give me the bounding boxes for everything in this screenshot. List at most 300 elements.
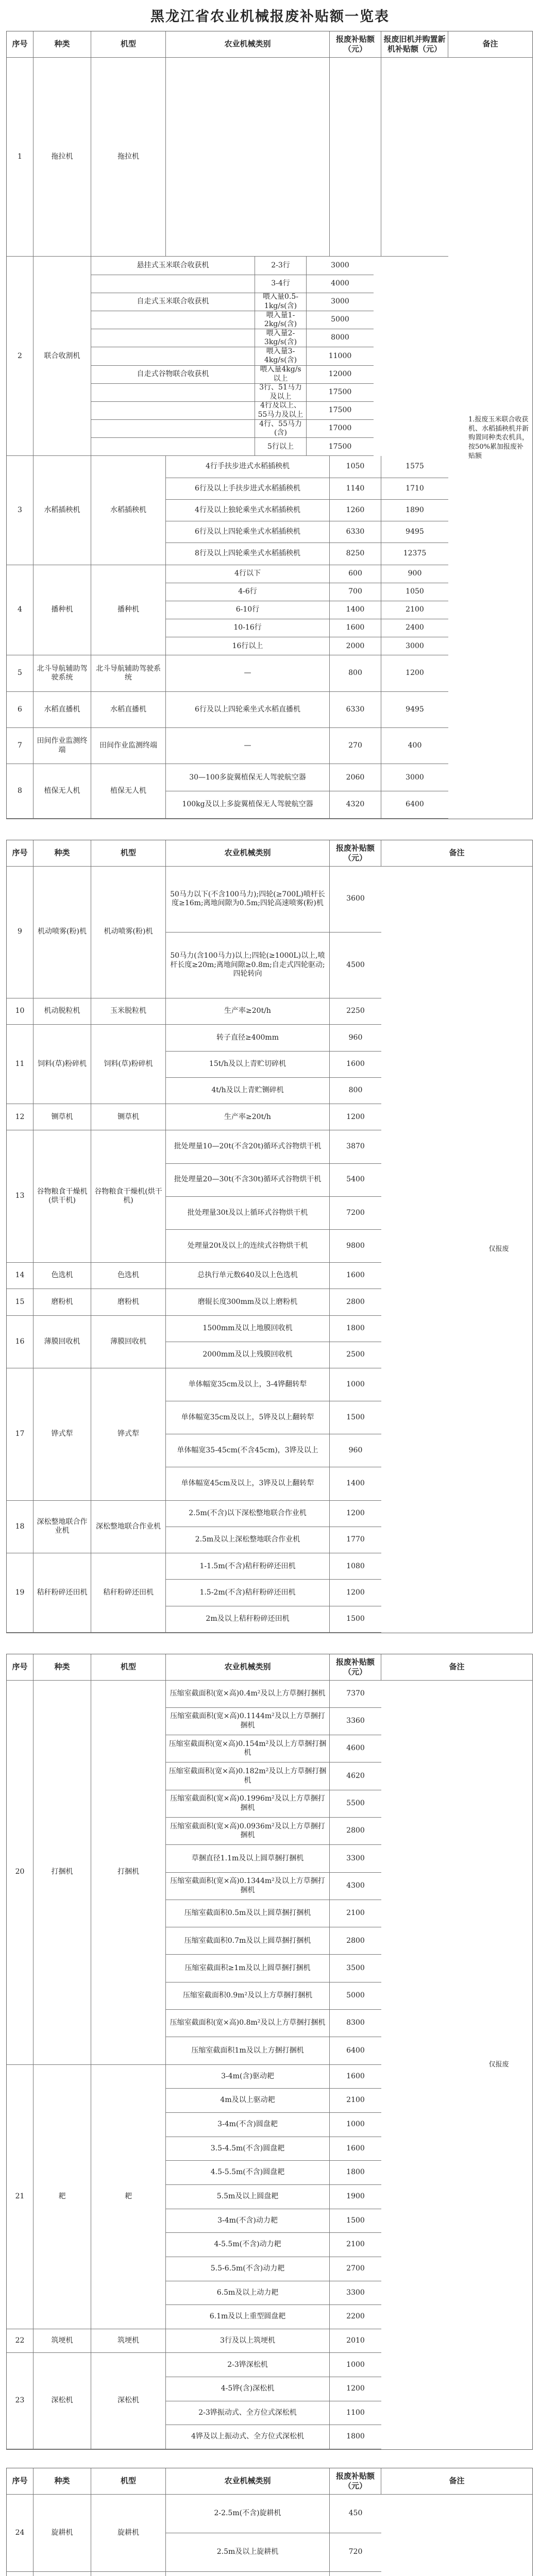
header-class: 农业机械类别: [166, 2468, 330, 2495]
sub-row: [166, 1368, 465, 1401]
row-detail: [91, 998, 465, 1025]
amount-cell: 960: [330, 1025, 381, 1051]
table-row: [7, 1104, 465, 1130]
amount-cell: 3870: [330, 1130, 381, 1163]
row-no: 13: [7, 1130, 33, 1262]
accum-cell: 17500: [307, 384, 374, 402]
class-cell: [91, 420, 255, 438]
class-cell: 草捆直径1.1m及以上圆草捆打捆机: [166, 1845, 330, 1872]
table-rows: [7, 867, 465, 1633]
row-detail: [91, 257, 465, 456]
header-no: 序号: [7, 31, 33, 58]
sub-row: [166, 637, 465, 655]
sub-row: [166, 1818, 465, 1845]
class-cell: [91, 384, 255, 402]
note-cell: 仅报废: [488, 2060, 509, 2069]
row-items: [166, 1316, 465, 1369]
amount-cell: 2500: [330, 1342, 381, 1368]
class-cell: 压缩室截面积0.9m²及以上方草捆打捆机: [166, 1982, 330, 2010]
table-rows: [7, 2495, 465, 2576]
row-no: 21: [7, 2065, 33, 2329]
sub-row: [91, 58, 465, 257]
table-body: [7, 58, 532, 819]
class-cell: 100kg及以上多旋翼植保无人驾驶航空器: [166, 791, 330, 819]
class-cell: 压缩室截面积(宽×高)0.1344m²及以上方草捆打捆机: [166, 1873, 330, 1900]
table-row: [7, 1130, 465, 1262]
row-model: 北斗导航辅助驾驶系统: [91, 655, 166, 691]
row-detail: [91, 867, 465, 998]
row-model: 耙: [91, 2065, 166, 2329]
table-row: [7, 2065, 465, 2329]
row-kind: 植保无人机: [33, 764, 91, 819]
header-amount: 报废补贴额（元）: [330, 2468, 381, 2495]
amount-cell: 1200: [330, 1501, 381, 1527]
sub-row: [166, 1527, 465, 1553]
row-kind: 秸秆粉碎还田机: [33, 1553, 91, 1633]
table-row: [7, 2353, 465, 2449]
row-kind: 铧式犁: [33, 1368, 91, 1500]
amount-cell: 8250: [330, 543, 381, 565]
accum-cell: 5000: [307, 311, 374, 329]
sub-row: [166, 1316, 465, 1342]
header-model: 机型: [91, 840, 166, 867]
sub-row: [91, 293, 465, 311]
sub-row: [166, 1434, 465, 1467]
row-kind: 色选机: [33, 1263, 91, 1289]
row-detail: [91, 1025, 465, 1104]
class-cell: 4.5-5.5m(不含)圆盘耙: [166, 2161, 330, 2185]
amount-cell: 6330: [330, 692, 381, 728]
amount-cell: 3300: [330, 2281, 381, 2306]
header-no: 序号: [7, 1654, 33, 1681]
row-kind: 深松整地联合作业机: [33, 1501, 91, 1554]
header-kind: 种类: [33, 31, 91, 58]
sub-row: [166, 1708, 465, 1735]
class-cell: 2-3铧深松机: [166, 2353, 330, 2377]
table-row: [7, 565, 465, 656]
row-detail: [91, 764, 465, 819]
amount-cell: 700: [330, 583, 381, 601]
sub-row: [91, 420, 465, 438]
amount-cell: 2100: [330, 2089, 381, 2113]
accum-cell: 6400: [381, 791, 448, 819]
sub-row: [91, 2329, 465, 2353]
class-cell: 2.5m(不含)以下深松整地联合作业机: [166, 1501, 330, 1527]
amount-cell: 1600: [330, 2065, 381, 2089]
class-cell: —: [166, 655, 330, 691]
row-detail: [91, 2329, 465, 2353]
sub-row: [166, 543, 465, 565]
amount-cell: 3行、51马力及以上: [255, 384, 307, 402]
sub-row: [91, 329, 465, 347]
row-detail: [91, 456, 465, 565]
header-amount: 报废补贴额（元）: [330, 840, 381, 867]
row-kind: 薄膜回收机: [33, 1316, 91, 1369]
row-detail: [91, 1130, 465, 1262]
row-detail: [91, 2353, 465, 2449]
amount-cell: 4320: [330, 791, 381, 819]
amount-cell: 喂入量1-2kg/s(含): [255, 311, 307, 329]
class-cell: [91, 438, 255, 456]
amount-cell: 1500: [330, 1606, 381, 1633]
class-cell: 4行及以上独轮乘坐式水稻插秧机: [166, 500, 330, 521]
sub-row: [166, 2113, 465, 2137]
header-kind: 种类: [33, 1654, 91, 1681]
row-items: [166, 1553, 465, 1633]
sub-row: [91, 347, 465, 365]
class-cell: 3-4m(含)驱动耙: [166, 2065, 330, 2089]
row-no: 4: [7, 565, 33, 656]
header-class: 农业机械类别: [166, 1654, 330, 1681]
sub-row: [166, 764, 465, 791]
class-cell: 16行以上: [166, 637, 330, 655]
row-kind: [33, 2572, 91, 2576]
row-no: 8: [7, 764, 33, 819]
amount-cell: 4620: [330, 1762, 381, 1790]
amount-cell: 1500: [330, 2209, 381, 2233]
header-note: 备注: [448, 31, 532, 58]
row-no: 20: [7, 1681, 33, 2065]
class-cell: 4行以下: [166, 565, 330, 583]
sub-row: [166, 1927, 465, 1955]
row-kind: 田间作业监测终端: [33, 728, 91, 764]
table-rows: [7, 58, 465, 819]
row-items: [166, 867, 465, 998]
header-amount: 报废补贴额（元）: [330, 31, 381, 58]
row-kind: 磨粉机: [33, 1289, 91, 1315]
header-amount: 报废补贴额（元）: [330, 1654, 381, 1681]
row-body: [91, 1681, 465, 2065]
class-cell: 批处理量20—30t(不含30t)循环式谷物烘干机: [166, 1164, 330, 1197]
table-section: [6, 840, 533, 1633]
amount-cell: 2000: [330, 637, 381, 655]
sub-row: [166, 1762, 465, 1790]
row-model: 植保无人机: [91, 764, 166, 819]
class-cell: 悬挂式玉米联合收获机: [91, 257, 255, 275]
row-body: [91, 867, 465, 998]
row-detail: [91, 58, 465, 257]
header-accum: 报废旧机并购置新机补贴额（元）: [381, 31, 448, 58]
row-model: 拖拉机: [91, 58, 166, 257]
amount-cell: 喂入量3-4kg/s(含): [255, 347, 307, 365]
table-row: [7, 728, 465, 764]
class-cell: 30—100多旋翼植保无人驾驶航空器: [166, 764, 330, 791]
class-cell: 压缩室截面积(宽×高)0.154m²及以上方草捆打捆机: [166, 1735, 330, 1762]
class-cell: 15t/h及以上青贮切碎机: [166, 1052, 330, 1078]
amount-cell: 喂入量4kg/s以上: [255, 366, 307, 384]
row-no: 15: [7, 1289, 33, 1315]
table-header: [7, 2468, 532, 2495]
amount-cell: 1900: [330, 2185, 381, 2209]
table-row: [7, 456, 465, 565]
row-detail: [91, 2572, 465, 2576]
row-model: 秸秆粉碎还田机: [91, 1553, 166, 1633]
amount-cell: 8300: [330, 2010, 381, 2037]
row-kind: 水稻插秧机: [33, 456, 91, 565]
amount-cell: 1050: [330, 456, 381, 478]
sub-row: [91, 1104, 465, 1130]
header-no: 序号: [7, 2468, 33, 2495]
accum-cell: 17500: [307, 438, 374, 456]
sub-row: [166, 791, 465, 819]
row-no: 23: [7, 2353, 33, 2449]
amount-cell: 1600: [330, 619, 381, 637]
amount-cell: [330, 2572, 381, 2576]
class-cell: 批处理量30t及以上循环式谷物烘干机: [166, 1197, 330, 1230]
row-detail: [91, 1368, 465, 1500]
row-items: [166, 1501, 465, 1554]
row-detail: [91, 1501, 465, 1554]
row-body: [91, 1501, 465, 1554]
row-items: [91, 257, 465, 456]
sub-row: [91, 384, 465, 402]
class-cell: 4行手扶步进式水稻插秧机: [166, 456, 330, 478]
class-cell: 2-3铧振动式、全方位式深松机: [166, 2401, 330, 2426]
accum-cell: 3000: [381, 637, 448, 655]
sub-row: [166, 2305, 465, 2329]
amount-cell: 1000: [330, 1368, 381, 1401]
row-kind: 机动脱粒机: [33, 998, 91, 1025]
row-model: 筑埂机: [91, 2329, 166, 2353]
row-body: [91, 2353, 465, 2449]
sub-row: [166, 1580, 465, 1606]
row-body: [91, 1553, 465, 1633]
sub-row: [166, 2425, 465, 2449]
row-no: [7, 2572, 33, 2576]
sub-row: [166, 933, 465, 998]
accum-cell: 400: [381, 728, 448, 764]
row-no: 12: [7, 1104, 33, 1130]
amount-cell: 1800: [330, 2425, 381, 2449]
sub-row: [166, 1342, 465, 1368]
sub-row: [91, 692, 465, 728]
table-section: [6, 31, 533, 819]
sub-row: [166, 2281, 465, 2306]
row-detail: [91, 1289, 465, 1315]
class-cell: 4铧及以上振动式、全方位式深松机: [166, 2425, 330, 2449]
row-no: 19: [7, 1553, 33, 1633]
table-row: [7, 1553, 465, 1633]
accum-cell: 1050: [381, 583, 448, 601]
amount-cell: 1800: [330, 1316, 381, 1342]
table-header: [7, 840, 532, 867]
amount-cell: 3600: [330, 867, 381, 933]
class-cell: 50马力(含100马力)以上;四轮(≥1000L)以上,喷杆长度≥20m;离地间隙≥0.8m;自走式四轮驱动;四轮转向: [166, 933, 330, 998]
amount-cell: 5400: [330, 1164, 381, 1197]
sub-row: [166, 1873, 465, 1900]
class-cell: 2.5m及以上旋耕机: [166, 2533, 330, 2572]
sub-row: [166, 1401, 465, 1434]
sub-row: [166, 1164, 465, 1197]
table-row: [7, 1025, 465, 1104]
sub-row: [166, 1790, 465, 1818]
class-cell: 3-4m(不含)圆盘耙: [166, 2113, 330, 2137]
row-model: 水稻直播机: [91, 692, 166, 728]
header-note: 备注: [381, 2468, 532, 2495]
class-cell: 压缩室截面积≥1m及以上圆草捆打捆机: [166, 1955, 330, 1982]
amount-cell: 1260: [330, 500, 381, 521]
amount-cell: 1000: [330, 2113, 381, 2137]
accum-cell: 1575: [381, 456, 448, 478]
sub-row: [91, 728, 465, 764]
class-cell: 2m及以上秸秆粉碎还田机: [166, 1606, 330, 1633]
amount-cell: 2800: [330, 1927, 381, 1955]
class-cell: 单体幅宽35cm及以上，5铧及以上翻转犁: [166, 1401, 330, 1434]
row-items: [166, 1368, 465, 1500]
row-no: 24: [7, 2495, 33, 2572]
sub-row: [166, 456, 465, 478]
row-model: 薄膜回收机: [91, 1316, 166, 1369]
class-cell: 6.1m及以上重型圆盘耙: [166, 2305, 330, 2329]
class-cell: 4-5铧(含)深松机: [166, 2377, 330, 2401]
sub-row: [166, 1606, 465, 1633]
class-cell: 10-16行: [166, 619, 330, 637]
row-model: 深松整地联合作业机: [91, 1501, 166, 1554]
table-row: [7, 655, 465, 691]
table-row: [7, 867, 465, 998]
row-kind: 深松机: [33, 2353, 91, 2449]
sub-row: [166, 1025, 465, 1051]
row-detail: [91, 565, 465, 656]
row-model: 深松机: [91, 2353, 166, 2449]
amount-cell: 1500: [330, 1401, 381, 1434]
sub-row: [166, 2572, 465, 2576]
accum-cell: 12375: [381, 543, 448, 565]
row-detail: [91, 1316, 465, 1369]
sub-row: [91, 1263, 465, 1289]
row-items: [166, 1681, 465, 2065]
class-cell: 3行及以上筑埂机: [166, 2329, 330, 2353]
amount-cell: 1600: [330, 1263, 381, 1289]
table-row: [7, 1289, 465, 1315]
table-header: [7, 1654, 532, 1681]
class-cell: 单体幅宽35-45cm(不含45cm)，3铧及以上: [166, 1434, 330, 1467]
amount-cell: 1080: [330, 1553, 381, 1580]
table-row: [7, 1263, 465, 1289]
sub-row: [166, 1845, 465, 1872]
amount-cell: 800: [330, 655, 381, 691]
amount-cell: 9800: [330, 1230, 381, 1263]
row-kind: 饲料(草)粉碎机: [33, 1025, 91, 1104]
note-cell: 仅报废: [488, 1245, 509, 1253]
class-cell: 1500mm及以上地膜回收机: [166, 1316, 330, 1342]
amount-cell: 1200: [330, 1104, 381, 1130]
table-body: [7, 1681, 532, 2450]
class-cell: 压缩室截面积(宽×高)0.1996m²及以上方草捆打捆机: [166, 1790, 330, 1818]
class-cell: [91, 275, 255, 293]
table-body: [7, 2495, 532, 2576]
class-cell: 3.5-4.5m(不含)圆盘耙: [166, 2137, 330, 2161]
row-items: [166, 1025, 465, 1104]
row-model: 播种机: [91, 565, 166, 656]
table-row: [7, 257, 465, 456]
row-kind: 铡草机: [33, 1104, 91, 1130]
row-kind: 播种机: [33, 565, 91, 656]
class-cell: 6行及以上四轮乘坐式水稻插秧机: [166, 521, 330, 543]
class-cell: 6行及以上四轮乘坐式水稻直播机: [166, 692, 330, 728]
amount-cell: 7370: [330, 1681, 381, 1708]
row-model: 饲料(草)粉碎机: [91, 1025, 166, 1104]
row-body: [91, 2572, 465, 2576]
header-note: 备注: [381, 1654, 532, 1681]
amount-cell: 1200: [330, 2377, 381, 2401]
row-detail: [91, 2495, 465, 2572]
row-no: 9: [7, 867, 33, 998]
sub-row: [91, 311, 465, 329]
row-detail: [91, 1681, 465, 2065]
sub-row: [166, 1197, 465, 1230]
amount-cell: 3300: [330, 1845, 381, 1872]
class-cell: 6.5m及以上动力耙: [166, 2281, 330, 2306]
class-cell: 处理量20t及以上的连续式谷物烘干机: [166, 1230, 330, 1263]
sub-row: [166, 601, 465, 619]
accum-cell: 2400: [381, 619, 448, 637]
sub-row: [166, 1681, 465, 1708]
row-detail: [91, 1553, 465, 1633]
sub-row: [91, 402, 465, 420]
sub-row: [166, 1900, 465, 1927]
class-cell: 5.5-6.5m(不含)动力耙: [166, 2257, 330, 2281]
row-no: 2: [7, 257, 33, 456]
amount-cell: 2010: [330, 2329, 381, 2353]
sub-row: [166, 478, 465, 500]
class-cell: 总执行单元数640及以上色选机: [166, 1263, 330, 1289]
row-detail: [91, 692, 465, 728]
amount-cell: 1600: [330, 1052, 381, 1078]
sub-row: [166, 2065, 465, 2089]
class-cell: 转子直径≥400mm: [166, 1025, 330, 1051]
sub-row: [91, 1289, 465, 1315]
class-cell: [91, 329, 255, 347]
header-model: 机型: [91, 1654, 166, 1681]
sub-row: [166, 2137, 465, 2161]
row-model: [91, 2572, 166, 2576]
sub-row: [91, 257, 465, 275]
class-cell: 压缩室截面积1m及以上方捆打捆机: [166, 2037, 330, 2064]
class-cell: 5.5m及以上圆盘耙: [166, 2185, 330, 2209]
sub-row: [166, 500, 465, 521]
row-model: 机动喷雾(粉)机: [91, 867, 166, 998]
header-class: 农业机械类别: [166, 31, 330, 58]
sub-row: [166, 1230, 465, 1263]
class-cell: 自走式玉米联合收获机: [91, 293, 255, 311]
accum-cell: 3000: [307, 257, 374, 275]
sub-row: [166, 1078, 465, 1104]
class-cell: 批处理量10—20t(不含20t)循环式谷物烘干机: [166, 1130, 330, 1163]
sub-row: [166, 2257, 465, 2281]
accum-cell: 11000: [307, 347, 374, 365]
amount-cell: 4行及以上、55马力及以上: [255, 402, 307, 420]
row-no: 11: [7, 1025, 33, 1104]
row-kind: 筑埂机: [33, 2329, 91, 2353]
amount-cell: 3360: [330, 1708, 381, 1735]
sub-row: [166, 521, 465, 543]
row-body: [91, 1368, 465, 1500]
row-items: [166, 2065, 465, 2329]
row-body: [91, 2495, 465, 2572]
class-cell: 4-6行: [166, 583, 330, 601]
amount-cell: 2-3行: [255, 257, 307, 275]
amount-cell: 600: [330, 565, 381, 583]
sub-row: [166, 1501, 465, 1527]
table-header: [7, 31, 532, 58]
class-cell: 压缩室截面积(宽×高)0.4m²及以上方草捆打捆机: [166, 1681, 330, 1708]
row-model: 色选机: [91, 1263, 166, 1289]
class-cell: 50马力以下(不含100马力);四轮(≥700L)喷杆长度≥16m;离地间隙为0.5m;四轮高速喷雾(粉)机: [166, 867, 330, 933]
amount-cell: 7200: [330, 1197, 381, 1230]
sub-row: [166, 2401, 465, 2426]
amount-cell: 450: [330, 2495, 381, 2533]
